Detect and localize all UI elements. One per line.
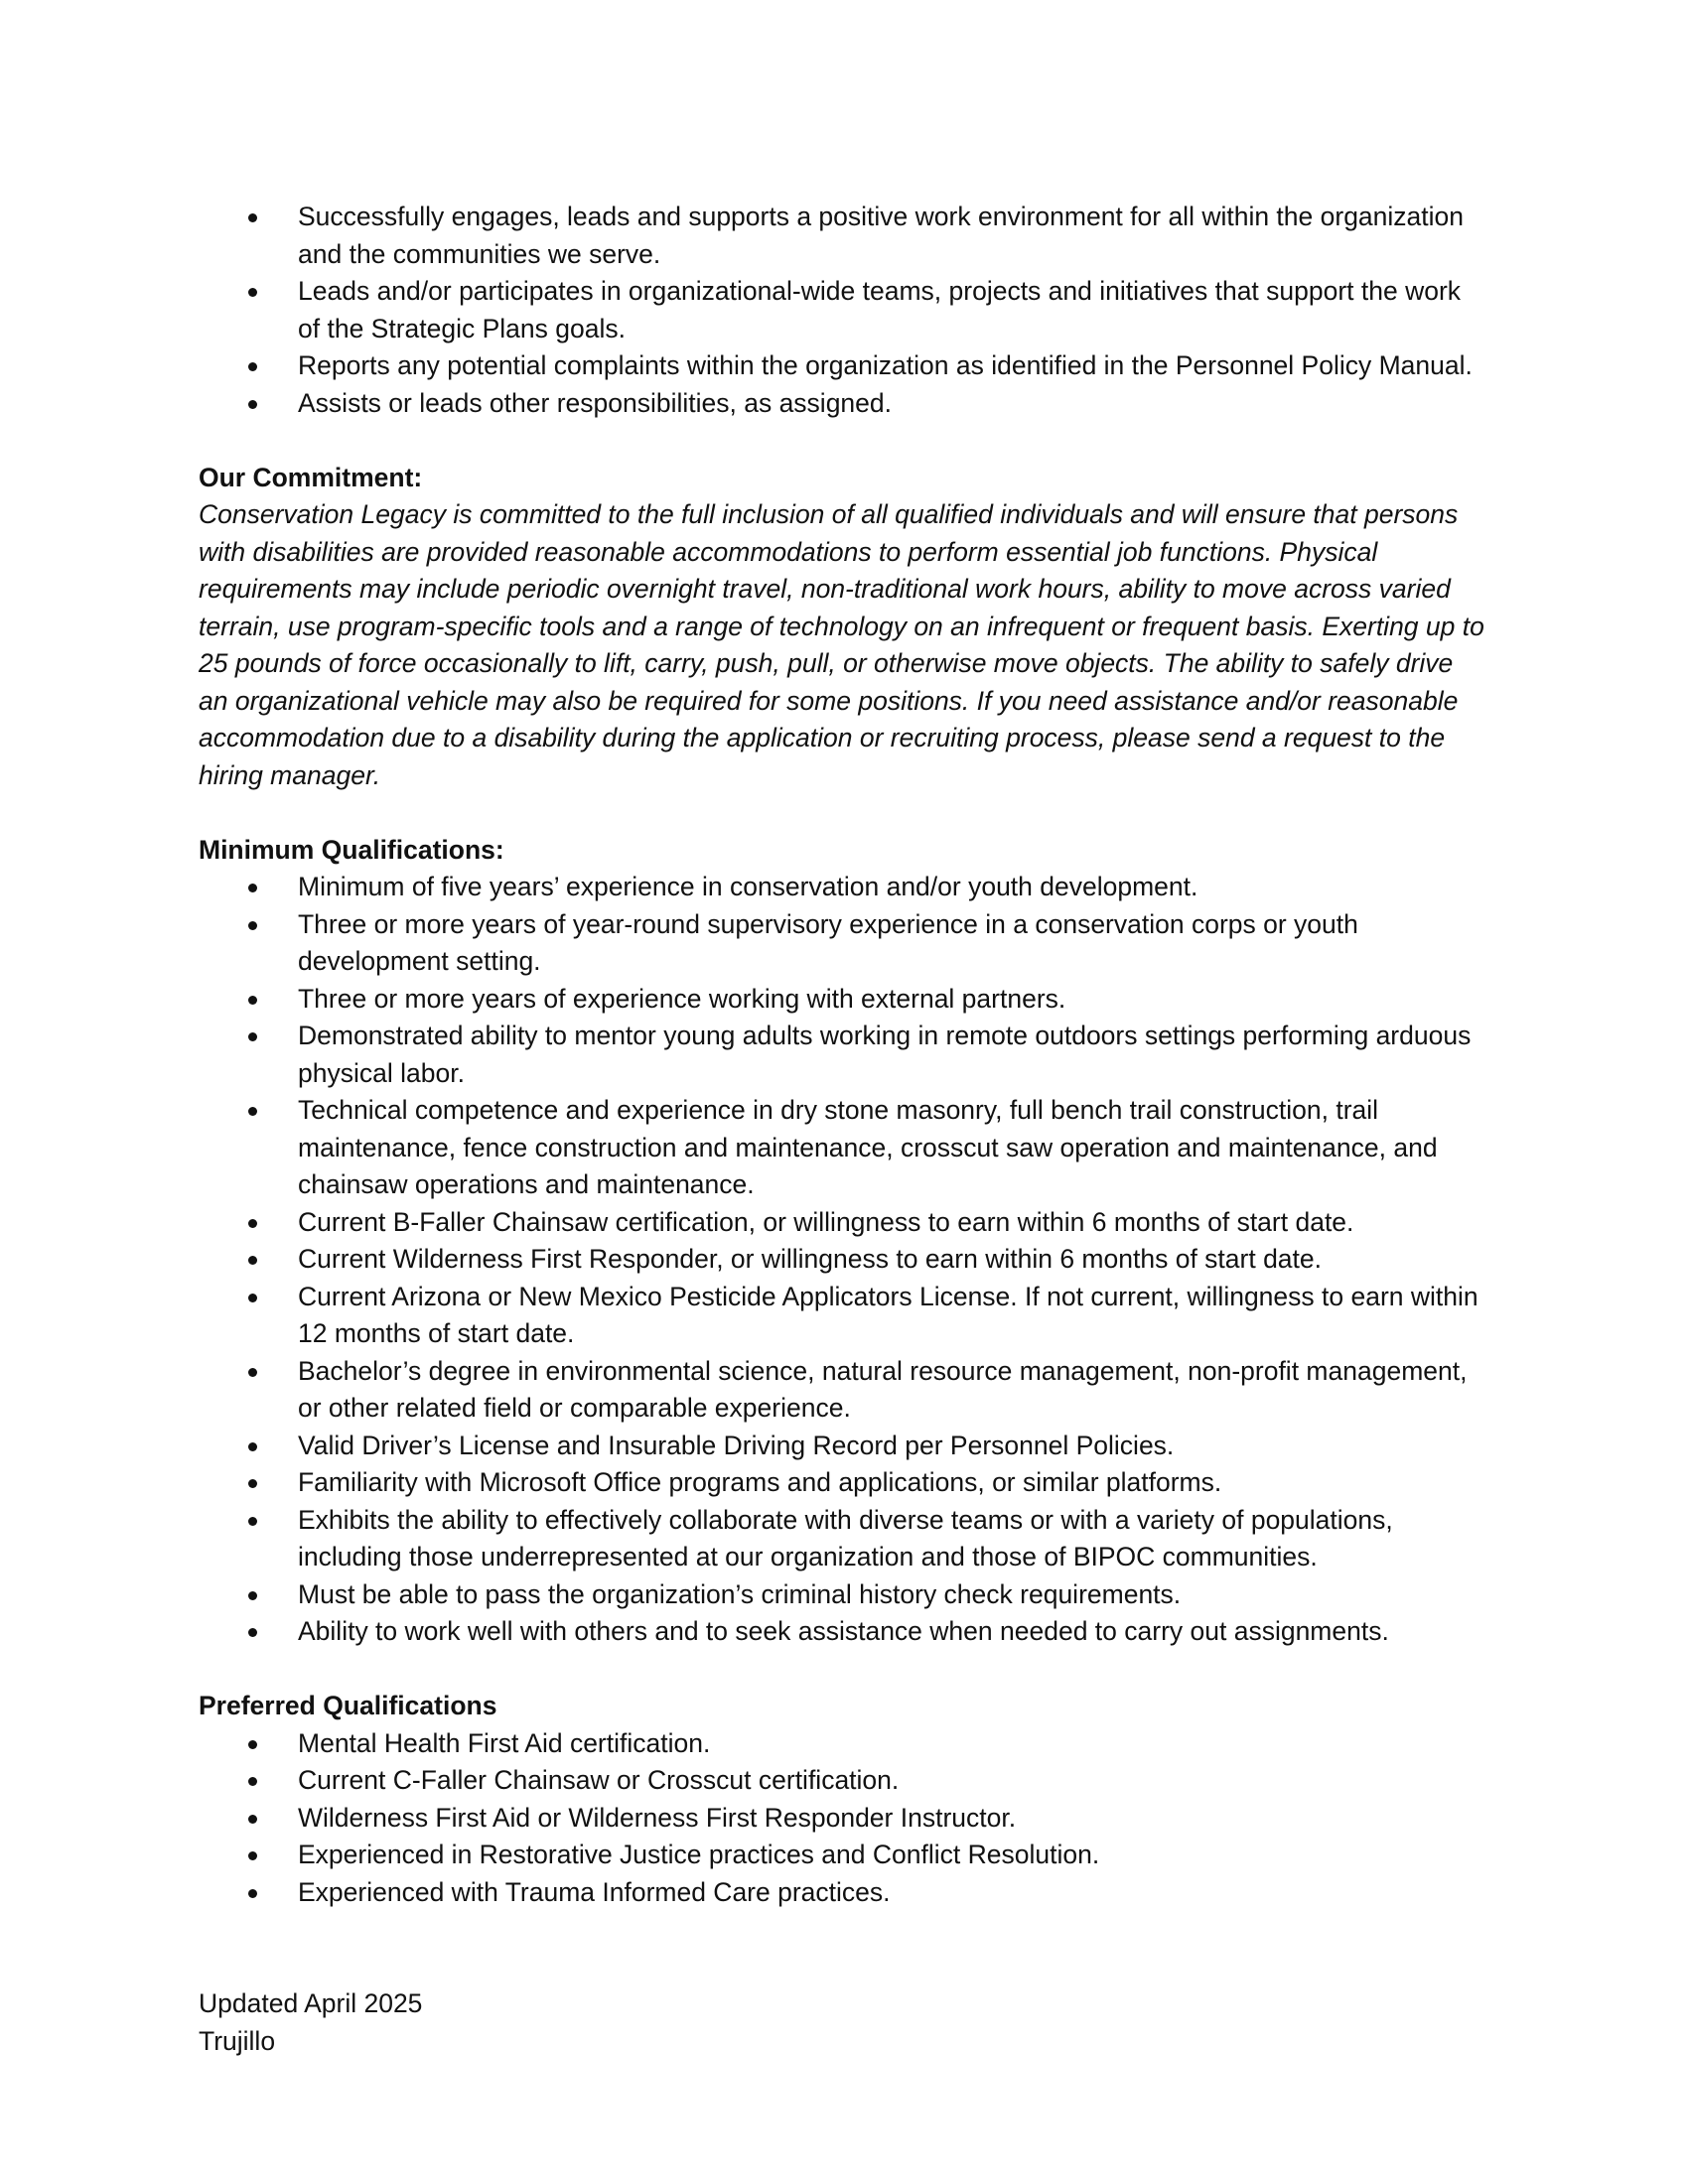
bullet-icon (248, 1777, 257, 1786)
commitment-section (199, 460, 1489, 795)
bullet-icon (248, 1591, 257, 1600)
list-item-text: Experienced in Restorative Justice practices and Conflict Resolution. (298, 1840, 1100, 1869)
list-item-text: Three or more years of experience working with external partners. (298, 983, 1066, 1014)
list-item (199, 1353, 1489, 1428)
list-item-text: Bachelor’s degree in environmental science, natural resource management, non-profit management, or other related field or comparable experience. (298, 1355, 1468, 1423)
list-item-text: Current Arizona or New Mexico Pesticide Applicators License. If not current, willingness to earn within 12 months of start date. (298, 1281, 1478, 1348)
bullet-icon (248, 213, 257, 222)
bullet-icon (248, 921, 257, 930)
list-item (199, 1502, 1489, 1576)
list-item-text: Current Wilderness First Responder, or willingness to earn within 6 months of start date. (298, 1244, 1323, 1274)
list-item-text: Minimum of five years’ experience in conservation and/or youth development. (298, 872, 1198, 901)
bullet-icon (248, 1889, 257, 1898)
bullet-icon (248, 1479, 257, 1488)
list-item (199, 981, 1489, 1019)
list-item-text: Familiarity with Microsoft Office programs and applications, or similar platforms. (298, 1467, 1222, 1497)
bullet-icon (248, 1219, 257, 1228)
list-item (199, 1874, 1489, 1912)
list-item (199, 1279, 1489, 1353)
bullet-icon (248, 288, 257, 297)
bullet-icon (248, 1740, 257, 1749)
list-item-text: Successfully engages, leads and supports a positive work environment for all within the organization and the communities we serve. (298, 202, 1465, 269)
bullet-icon (248, 996, 257, 1005)
list-item-text: Valid Driver’s License and Insurable Driving Record per Personnel Policies. (298, 1430, 1175, 1460)
list-item (199, 1092, 1489, 1204)
list-item (199, 1725, 1489, 1763)
list-item (199, 1613, 1489, 1651)
document-page (199, 199, 1489, 2060)
list-item-text: Ability to work well with others and to seek assistance when needed to carry out assignments. (298, 1616, 1389, 1646)
list-item-text: Technical competence and experience in dry stone masonry, full bench trail construction, trail maintenance, fence construction and maintenance, crosscut saw operation and maintenance, and chainsaw operations and maintenance. (298, 1095, 1438, 1199)
preferred-qualifications-heading: Preferred Qualifications (199, 1691, 497, 1720)
bullet-icon (248, 1294, 257, 1302)
list-item-text: Reports any potential complaints within the organization as identified in the Personnel Policy Manual. (298, 350, 1473, 380)
list-item-text: Mental Health First Aid certification. (298, 1727, 711, 1758)
author-name: Trujillo (199, 2025, 276, 2056)
list-item (199, 1576, 1489, 1614)
list-item (199, 1762, 1489, 1800)
list-item-text: Exhibits the ability to effectively collaborate with diverse teams or with a variety of populations, including those underrepresented at our organization and those of BIPOC communities. (298, 1504, 1393, 1571)
bullet-icon (248, 1107, 257, 1116)
bullet-icon (248, 1517, 257, 1526)
bullet-icon (248, 362, 257, 371)
list-item (199, 347, 1489, 385)
preferred-qualifications-list (199, 1725, 1489, 1912)
list-item (199, 1837, 1489, 1874)
bullet-icon (248, 1368, 257, 1377)
list-item (199, 906, 1489, 981)
preferred-qualifications-section (199, 1688, 1489, 1911)
top-bullet-list (199, 199, 1489, 422)
updated-date: Updated April 2025 (199, 1988, 423, 2018)
list-item (199, 1800, 1489, 1838)
bullet-icon (248, 1815, 257, 1824)
list-item-text: Three or more years of year-round supervisory experience in a conservation corps or youth development setting. (298, 908, 1358, 976)
bullet-icon (248, 1628, 257, 1637)
list-item-text: Current C-Faller Chainsaw or Crosscut certification. (298, 1765, 900, 1795)
bullet-icon (248, 1032, 257, 1041)
list-item (199, 273, 1489, 347)
list-item-text: Demonstrated ability to mentor young adults working in remote outdoors settings performing arduous physical labor. (298, 1021, 1472, 1088)
commitment-text: Conservation Legacy is committed to the full inclusion of all qualified individuals and will ensure that persons with disabilities are provided reasonable accommodations to perform essential job functions. Physical requirements may include periodic overnight travel, non-traditional work hours, ability to move across varied terrain, use program-specific tools and a range of technology on an infrequent or frequent basis. Exerting up to 25 pounds of force occasionally to lift, carry, push, pull, or otherwise move objects. The ability to safely drive an organizational vehicle may also be required for some positions. If you need assistance and/or reasonable accommodation due to a disability during the application or recruiting process, please send a request to the hiring manager. (199, 499, 1484, 790)
minimum-qualifications-heading: Minimum Qualifications: (199, 834, 504, 865)
list-item-text: Experienced with Trauma Informed Care practices. (298, 1876, 891, 1907)
list-item (199, 1018, 1489, 1092)
list-item (199, 1204, 1489, 1242)
bullet-icon (248, 884, 257, 892)
bullet-icon (248, 400, 257, 409)
list-item (199, 1428, 1489, 1465)
list-item (199, 1464, 1489, 1502)
bullet-icon (248, 1256, 257, 1265)
list-item-text: Must be able to pass the organization’s criminal history check requirements. (298, 1578, 1182, 1609)
bullet-icon (248, 1442, 257, 1451)
minimum-qualifications-section (199, 832, 1489, 1651)
list-item (199, 199, 1489, 273)
commitment-heading: Our Commitment: (199, 462, 423, 492)
footer (199, 1985, 1489, 2060)
list-item-text: Assists or leads other responsibilities, as assigned. (298, 387, 893, 418)
minimum-qualifications-list (199, 869, 1489, 1651)
list-item (199, 869, 1489, 906)
list-item-text: Leads and/or participates in organizational-wide teams, projects and initiatives that support the work of the Strategic Plans goals. (298, 276, 1462, 343)
list-item (199, 1241, 1489, 1279)
list-item-text: Current B-Faller Chainsaw certification, or willingness to earn within 6 months of start date. (298, 1206, 1354, 1237)
list-item-text: Wilderness First Aid or Wilderness First Responder Instructor. (298, 1802, 1017, 1833)
bullet-icon (248, 1851, 257, 1860)
list-item (199, 385, 1489, 423)
